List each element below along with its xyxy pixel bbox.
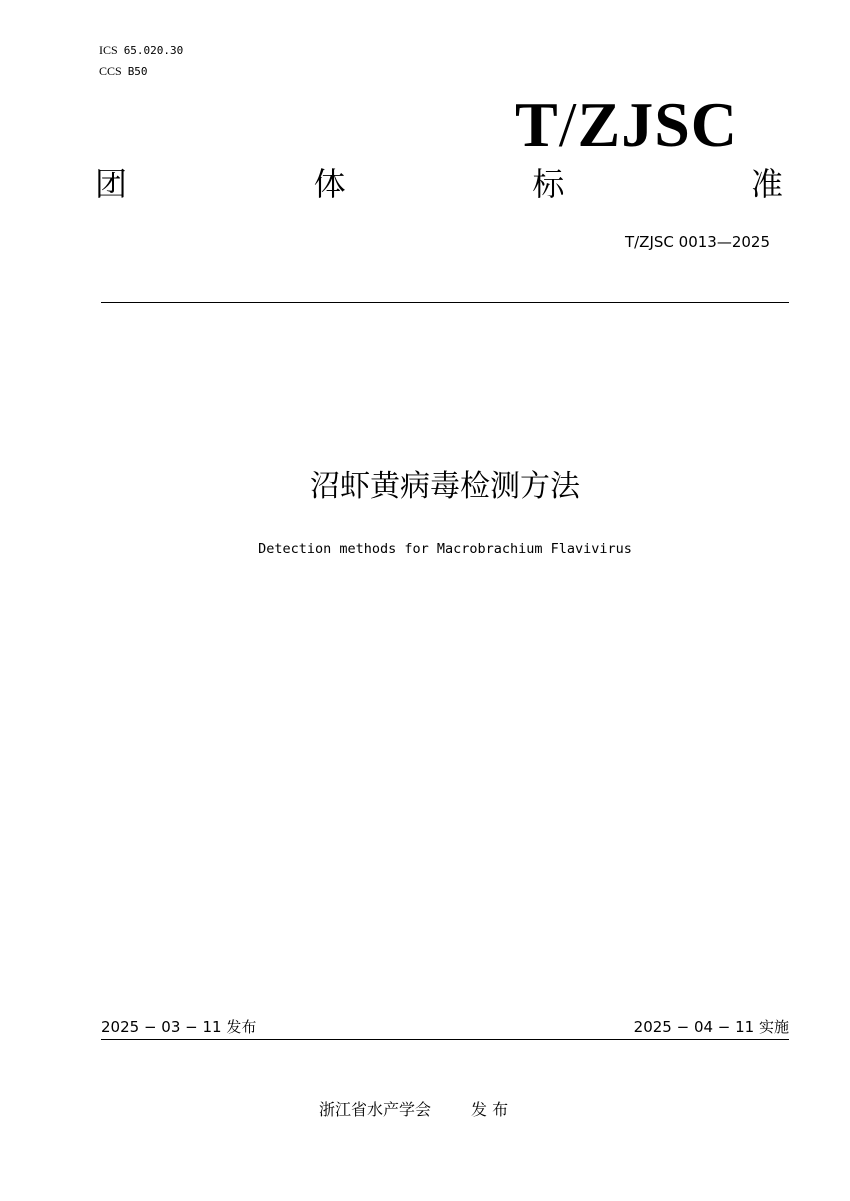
document-title-english: Detection methods for Macrobrachium Flavivirus: [258, 541, 632, 557]
ics-code: [99, 43, 183, 58]
document-title: 沼虾黄病毒检测方法: [310, 469, 580, 504]
header-divider: [101, 302, 789, 303]
code-org: ZJSC: [577, 89, 738, 160]
ccs-value: B50: [127, 65, 148, 78]
standard-type: [95, 164, 783, 204]
publish-date: 2025 − 03 − 11 发布: [101, 1018, 257, 1036]
standard-type-char: 标: [532, 165, 565, 203]
code-slash: /: [558, 89, 578, 160]
footer-divider: [101, 1039, 789, 1040]
publisher-name: 浙江省水产学会: [319, 1100, 432, 1119]
standard-type-char: 体: [313, 165, 346, 203]
ics-label: ICS: [99, 43, 118, 57]
implement-date: 2025 − 04 − 11 实施: [633, 1018, 789, 1036]
standard-type-char: 团: [95, 165, 128, 203]
publisher-action: 发 布: [471, 1100, 509, 1119]
standard-number: T/ZJSC 0013—2025: [624, 233, 770, 251]
ccs-label: CCS: [99, 64, 122, 78]
standard-code-logo: [515, 89, 738, 160]
standard-type-char: 准: [750, 165, 783, 203]
ccs-code: [99, 64, 148, 79]
code-prefix: T: [515, 89, 559, 160]
ics-value: 65.020.30: [123, 44, 184, 57]
publisher: [319, 1100, 508, 1120]
